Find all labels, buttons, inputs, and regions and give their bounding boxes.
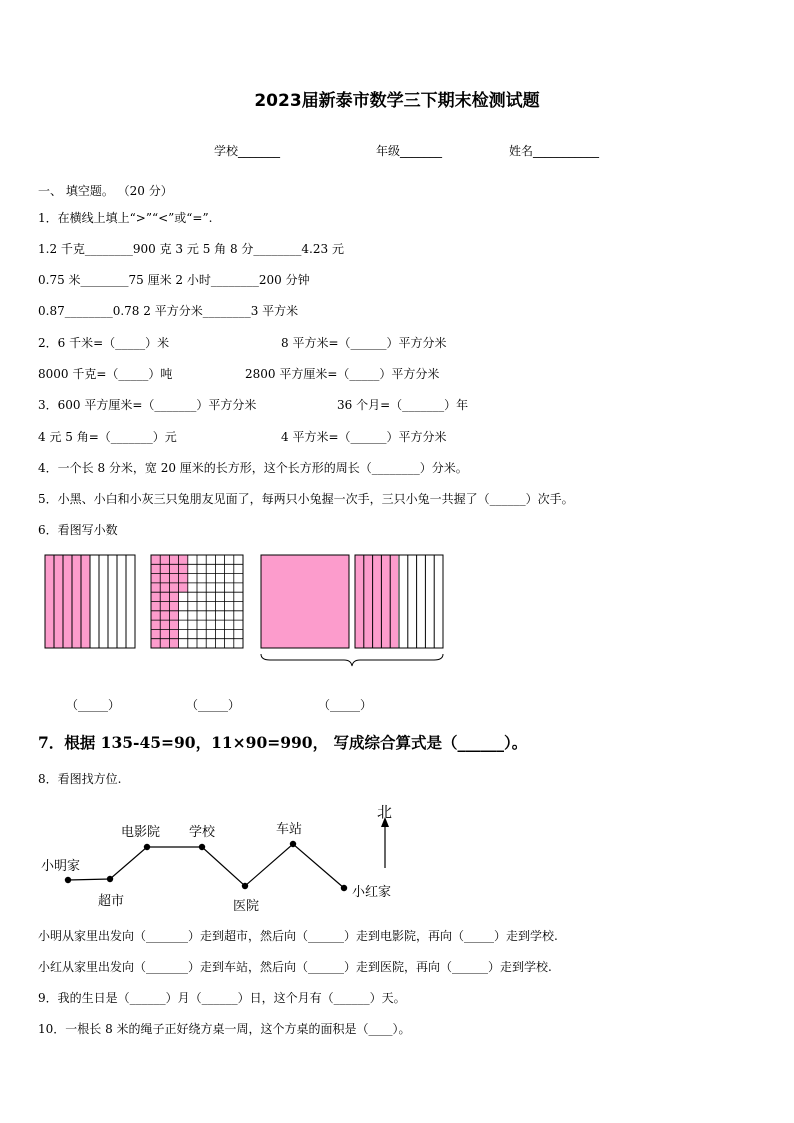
label-yiyuan: 医院 [233, 899, 260, 914]
q6-blank-2: （_____） [186, 698, 241, 712]
page-title: 2023届新泰市数学三下期末检测试题 [254, 91, 540, 111]
figure-strips-half [45, 555, 135, 648]
dot-xiaohong [341, 885, 347, 891]
q1-row3: 0.87________0.78 2 平方分米________3 平方米 [38, 304, 299, 318]
label-xuexiao: 学校 [189, 825, 216, 840]
dot-dianying [144, 844, 150, 850]
decimal-figures [40, 550, 450, 670]
grade-field: 年级_______ [376, 144, 443, 158]
q1-row2: 0.75 米________75 厘米 2 小时________200 分钟 [38, 273, 310, 287]
shade-area-1 [45, 555, 90, 648]
label-chezhan: 车站 [276, 822, 303, 837]
q7-text: 7．根据 135-45=90，11×90=990， 写成综合算式是（______）。 [38, 733, 528, 752]
q10-text: 10．一根长 8 米的绳子正好绕方桌一周，这个方桌的面积是（____）。 [38, 1022, 411, 1036]
q2-c: 8000 千克=（_____）吨 [38, 367, 173, 381]
q8-line2: 小红从家里出发向（_______）走到车站，然后向（______）走到医院，再向（______）走到学校. [38, 960, 552, 974]
q5-text: 5．小黑、小白和小灰三只兔朋友见面了，每两只小兔握一次手，三只小兔一共握了（______）次手。 [38, 492, 574, 506]
dot-xiaoming [65, 877, 71, 883]
q3-c: 4 元 5 角=（_______）元 [38, 430, 177, 444]
dot-yiyuan [242, 883, 248, 889]
shade-area-3 [261, 555, 349, 648]
q8-line1: 小明从家里出发向（_______）走到超市，然后向（______）走到电影院，再向（_____）走到学校. [38, 929, 558, 943]
q1-row1: 1.2 千克________900 克 3 元 5 角 8 分________4.23 元 [38, 242, 344, 256]
q4-text: 4．一个长 8 分米，宽 20 厘米的长方形，这个长方形的周长（________）分米。 [38, 461, 468, 475]
q9-text: 9．我的生日是（______）月（______）日，这个月有（______）天。 [38, 991, 406, 1005]
section-heading: 一、 填空题。 （20 分） [38, 184, 173, 198]
dot-chezhan [290, 841, 296, 847]
q6-blank-3: （_____） [318, 698, 373, 712]
label-chaoshi: 超市 [98, 894, 125, 909]
q6-stem: 6．看图写小数 [38, 523, 118, 537]
label-dianying: 电影院 [121, 825, 161, 840]
q2-b: 8 平方米=（______）平方分米 [281, 336, 447, 350]
q2-d: 2800 平方厘米=（_____）平方分米 [245, 367, 440, 381]
q3-a: 3．600 平方厘米=（_______）平方分米 [38, 398, 257, 412]
figure-square-plus-strips [261, 555, 443, 666]
label-xiaoming: 小明家 [41, 859, 81, 874]
label-north: 北 [377, 803, 393, 821]
school-field: 学校_______ [214, 144, 281, 158]
q3-d: 4 平方米=（______）平方分米 [281, 430, 447, 444]
q8-stem: 8．看图找方位. [38, 772, 122, 786]
dot-chaoshi [107, 876, 113, 882]
q6-blank-1: （_____） [66, 698, 121, 712]
label-xiaohong: 小红家 [352, 885, 392, 900]
q1-stem: 1．在横线上填上“>”“<”或“=”. [38, 211, 213, 225]
figure-grid-hundred [151, 555, 243, 648]
q3-b: 36 个月=（_______）年 [337, 398, 469, 412]
brace [261, 654, 443, 666]
name-field: 姓名___________ [509, 144, 600, 158]
dot-xuexiao [199, 844, 205, 850]
q2-a: 2．6 千米=（_____）米 [38, 336, 170, 350]
